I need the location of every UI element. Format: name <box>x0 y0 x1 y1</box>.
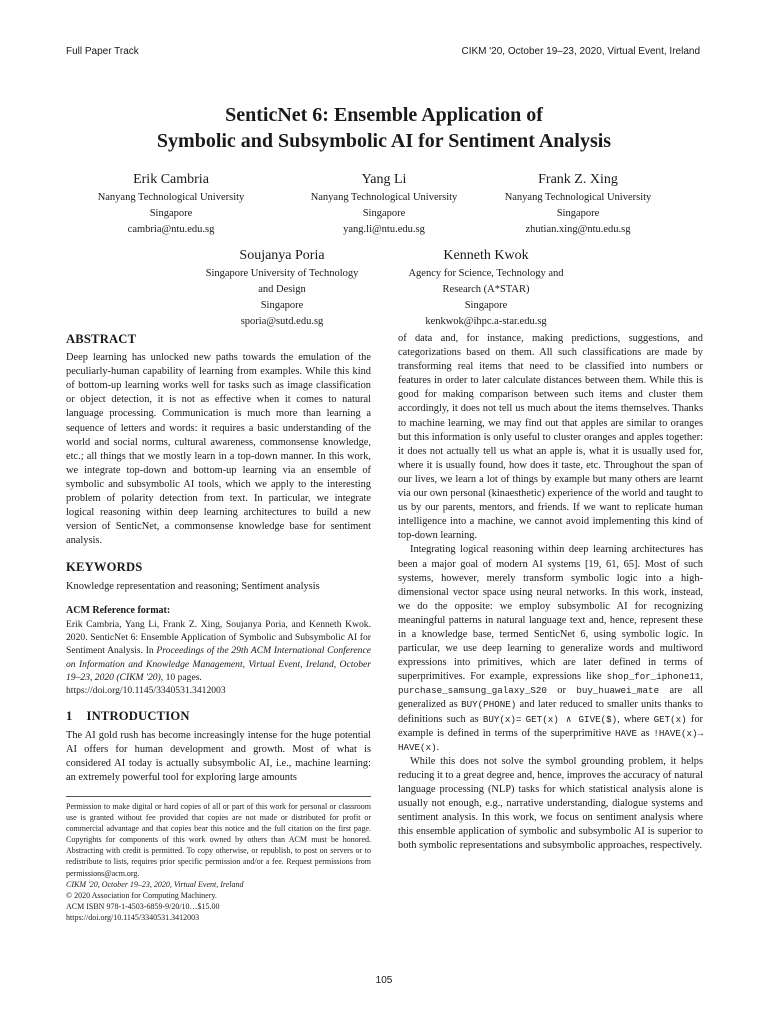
footnote-venue: CIKM '20, October 19–23, 2020, Virtual Event, Ireland <box>66 879 244 889</box>
author-location: Singapore <box>464 300 508 311</box>
author-email[interactable]: kenkwok@ihpc.a-star.edu.sg <box>425 316 547 327</box>
author-name: Yang Li <box>361 172 407 187</box>
paper-title-line-1: SenticNet 6: Ensemble Application of <box>225 104 543 126</box>
code-have: HAVE <box>615 727 638 739</box>
abstract-heading: ABSTRACT <box>66 332 137 346</box>
author-location: Singapore <box>362 208 406 219</box>
paragraph-text: for example is defined in terms of the superprimitive <box>398 713 703 739</box>
introduction-heading <box>66 709 371 723</box>
introduction-paragraph-3: While this does not solve the symbol grounding problem, it helps reducing it to a great degree and, hence, improves the accuracy of natural language processing (NLP) tasks for which statistical analysis alone is usually not enough, e.g., narrative understanding, dialogue systems and sentiment analysis. In this work, we focus on sentiment analysis where this ensemble application of symbolic and subsymbolic AI is superior to both symbolic representations and subsymbolic approaches, respectively. <box>398 755 703 852</box>
code-have-transition: !HAVE(x)→ HAVE(x) <box>398 727 703 753</box>
keywords-text: Knowledge representation and reasoning; Sentiment analysis <box>66 580 320 592</box>
code-get-give: GET(x) ∧ GIVE($) <box>525 713 618 725</box>
paragraph-text: are all generalized as <box>398 685 703 711</box>
author-affiliation-2: and Design <box>258 284 306 295</box>
author-affiliation-2: Research (A*STAR) <box>442 284 530 295</box>
paper-title <box>66 102 702 154</box>
footnote-copyright: © 2020 Association for Computing Machinery. <box>66 890 217 900</box>
author-affiliation: Nanyang Technological University <box>97 192 245 203</box>
paragraph-text: , where <box>617 713 654 725</box>
reference-venue: Proceedings of the 29th ACM International Conference on Information and Knowledge Management, Virtual Event, Ireland, October 19–23, 2020 (CIKM '20) <box>66 645 371 683</box>
paragraph-text: and later reduced to smaller units thanks to definitions such as <box>398 699 703 725</box>
author-block-kwok <box>384 246 588 330</box>
reference-format-heading: ACM Reference format: <box>66 604 171 616</box>
author-affiliation: Nanyang Technological University <box>310 192 458 203</box>
text-separator: , <box>700 671 703 683</box>
reference-pages: , 10 pages. <box>160 671 202 683</box>
author-location: Singapore <box>260 300 304 311</box>
copyright-footnote <box>66 796 371 923</box>
footnote-isbn: ACM ISBN 978-1-4503-6859-9/20/10…$15.00 <box>66 901 220 911</box>
section-number: 1 <box>66 709 73 724</box>
keywords-heading: KEYWORDS <box>66 560 143 575</box>
reference-doi-link[interactable]: https://doi.org/10.1145/3340531.3412003 <box>66 685 226 697</box>
code-buy-definition: BUY(x)= <box>482 713 522 725</box>
author-block-li <box>280 170 488 238</box>
code-buy-huawei: buy_huawei_mate <box>576 685 660 697</box>
author-location: Singapore <box>149 208 193 219</box>
author-email[interactable]: zhutian.xing@ntu.edu.sg <box>525 224 631 235</box>
paper-title-line-2: Symbolic and Subsymbolic AI for Sentiment Analysis <box>156 130 612 152</box>
left-column <box>66 332 371 785</box>
code-shop-for-iphone: shop_for_iphone11 <box>606 671 701 683</box>
running-header-conference: CIKM '20, October 19–23, 2020, Virtual Event, Ireland <box>461 46 700 57</box>
author-name: Erik Cambria <box>133 172 209 187</box>
author-affiliation: Agency for Science, Technology and <box>408 268 564 279</box>
paragraph-text: Integrating logical reasoning within deep learning architectures has been a major goal of modern AI systems [19, 61, 65]. Most of such systems, however, merely transform symbolic logic into a high-dimensional vector space using neural networks. In this work, instead, we do the opposite: we employ subsymbolic AI for recognizing meaningful patterns in natural language text and, hence, represent these in a knowledge base, termed SenticNet 6, using symbolic logic. In particular, we use deep learning to generalize words and multiword expressions into primitives, which are later defined in terms of superprimitives. For example, expressions like <box>398 544 703 683</box>
code-buy-phone: BUY(PHONE) <box>461 699 517 711</box>
right-column <box>398 332 703 853</box>
author-affiliation: Singapore University of Technology <box>205 268 359 279</box>
author-name: Frank Z. Xing <box>538 172 618 187</box>
permission-notice: Permission to make digital or hard copies of all or part of this work for personal or classroom use is granted without fee provided that copies are not made or distributed for profit or commercial advantage and that copies bear this notice and the full citation on the first page. Copyrights for components of this work owned by others than ACM must be honored. Abstracting with credit is permitted. To copy otherwise, or republish, to post on servers or to redistribute to lists, requires prior specific permission and/or a fee. Request permissions from permissions@acm.org. <box>66 802 371 878</box>
code-get-x: GET(x) <box>653 713 687 725</box>
author-name: Soujanya Poria <box>239 248 325 263</box>
reference-citation: Erik Cambria, Yang Li, Frank Z. Xing, Soujanya Poria, and Kenneth Kwok. 2020. SenticNet 6: Ensemble Application of Symbolic and Subsymbolic AI for Sentiment Analysis. In <box>66 618 371 657</box>
text-separator: or <box>546 685 577 697</box>
author-block-cambria <box>66 170 276 238</box>
section-title: INTRODUCTION <box>86 709 190 724</box>
introduction-paragraph-2 <box>398 543 703 754</box>
running-header-track: Full Paper Track <box>66 46 139 57</box>
author-affiliation: Nanyang Technological University <box>504 192 652 203</box>
author-block-poria <box>180 246 384 330</box>
page-number: 105 <box>375 975 393 986</box>
introduction-text-left: The AI gold rush has become increasingly intense for the huge potential AI offers for human development and growth. Most of what is considered AI today is actually subsymbolic AI, i.e., machine learning: an extremely powerful tool for exploring large amounts <box>66 729 371 783</box>
author-email[interactable]: yang.li@ntu.edu.sg <box>343 224 425 235</box>
author-location: Singapore <box>556 208 600 219</box>
footnote-doi-link[interactable]: https://doi.org/10.1145/3340531.3412003 <box>66 912 200 922</box>
abstract-text: Deep learning has unlocked new paths towards the emulation of the peculiarly-human capability of learning from examples. While this kind of bottom-up learning works well for tasks such as image classification or object detection, it is not as effective when it comes to natural language processing. Communication is much more than learning a sequence of letters and words: it requires a basic understanding of the world and social norms, cultural awareness, commonsense knowledge, etc.; all things that we mostly learn in a top-down manner. In this work, we integrate top-down and bottom-up learning via an ensemble of symbolic and subsymbolic AI tools, which we apply to the interesting problem of polarity detection from text. In particular, we integrate logical reasoning within deep learning architectures to build a new version of SenticNet, a commonsense knowledge base for sentiment analysis. <box>66 352 371 547</box>
paragraph-text: . <box>436 741 440 753</box>
author-block-xing <box>488 170 668 238</box>
paragraph-text: as <box>637 727 654 739</box>
introduction-paragraph-1: of data and, for instance, making predictions, suggestions, and categorizations based on them. All such classifications are made by transforming real items that need to be classified into numbers or features in order to later calculate distances between them. While this is good for making comparison between such items and cluster them accordingly, it does not tell us much about the items themselves. Thanks to machine learning, we may find out that apples are similar to oranges but this information is only useful to cluster oranges and apples together: it does not actually tell us what an apple is, what it is usually used for, where it is usually found, how does it taste, etc. Throughout the span of our lives, we learn a lot of things by example but many others are learnt via our own personal (kinaesthetic) experience of the world and taught to us by our parents, mentors, and friends. If we want to replicate human intelligence into a machine, we cannot avoid implementing this kind of top-down learning. <box>398 333 703 542</box>
code-purchase-samsung: purchase_samsung_galaxy_S20 <box>398 685 547 697</box>
author-name: Kenneth Kwok <box>443 248 529 263</box>
reference-format-text <box>66 618 371 684</box>
author-email[interactable]: cambria@ntu.edu.sg <box>127 224 215 235</box>
author-email[interactable]: sporia@sutd.edu.sg <box>240 316 324 327</box>
